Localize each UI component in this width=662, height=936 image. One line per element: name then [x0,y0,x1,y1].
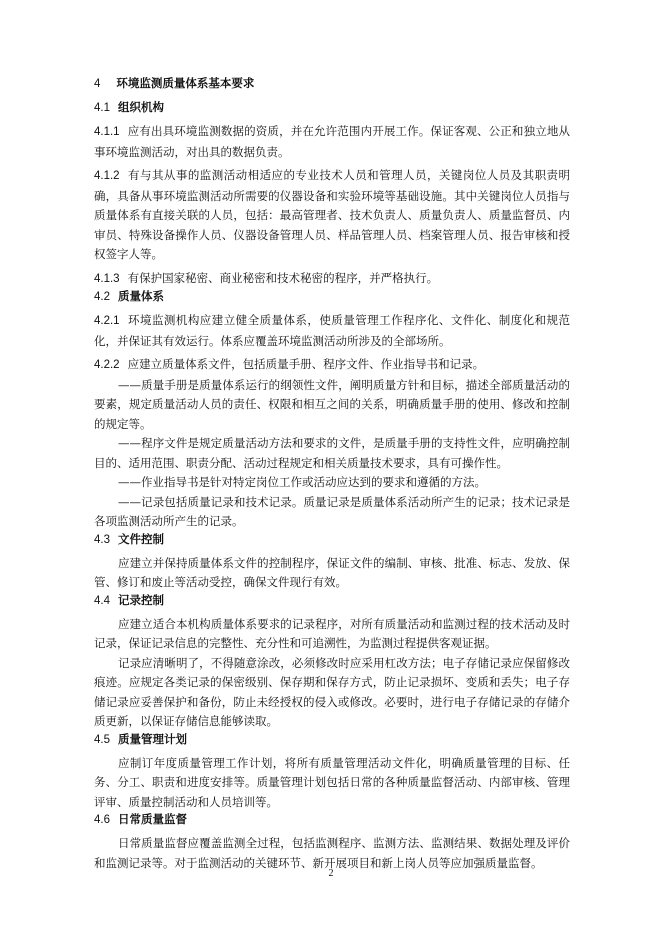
records-paragraph: ——记录包括质量记录和技术记录。质量记录是质量体系活动所产生的记录；技术记录是各项监测活动所产生的记录。 [94,494,570,528]
clause-4-1-3 [94,269,570,290]
section-number: 4.1 [94,102,110,114]
procedure-document-paragraph: ——程序文件是规定质量活动方法和要求的文件，是质量手册的支持性文件，应明确控制目的、适用范围、职责分配、活动过程规定和相关质量技术要求，具有可操作性。 [94,436,570,470]
section-number: 4 [94,78,101,90]
clause-text: 有保护国家秘密、商业秘密和技术秘密的程序，并严格执行。 [127,270,439,285]
section-heading-4-2 [94,289,570,305]
section-number: 4.2 [94,291,110,303]
clause-number: 4.2.1 [94,315,120,327]
clause-4-2-2 [94,355,570,376]
section-number: 4.5 [94,733,110,746]
section-title: 质量体系 [118,289,164,303]
document-body [94,76,570,873]
clause-4-1-1 [94,122,570,162]
clause-number: 4.1.3 [94,272,120,285]
clause-number: 4.1.1 [94,126,120,138]
document-control-paragraph: 应建立并保持质量体系文件的控制程序，保证文件的编制、审核、批准、标志、发放、保管、修订和废止等活动受控，确保文件现行有效。 [94,555,570,589]
clause-text: 应有出具环境监测数据的资质，并在允许范围内开展工作。保证客观、公正和独立地从事环境监测活动，对出具的数据负责。 [94,124,570,159]
clause-text: 环境监测机构应建立健全质量体系，使质量管理工作程序化、文件化、制度化和规范化，并保证其有效运行。体系应覆盖环境监测活动所涉及的全部场所。 [94,313,570,348]
section-heading-4-4 [94,593,570,609]
section-title: 环境监测质量体系基本要求 [116,76,255,90]
clause-text: 应建立质量体系文件，包括质量手册、程序文件、作业指导书和记录。 [127,357,485,371]
clause-number: 4.2.2 [94,359,120,371]
section-title: 记录控制 [118,592,164,607]
clause-4-1-2 [94,166,570,265]
clause-text: 有与其从事的监测活动相适应的专业技术人员和管理人员，关键岗位人员及其职责明确，具备从事环境监测活动所需要的仪器设备和实验环境等基础设施。其中关键岗位人员指与质量体系有直接关联的人员，包括：最高管理者、技术负责人、质量负责人、质量监督员、内审员、特殊设备操作人员、仪器设备管理人员、样品管理人员、档案管理人员、报告审核和授权签字人等。 [94,168,570,261]
section-heading-4-3 [94,532,570,548]
section-heading-4-6 [94,812,570,828]
section-title: 文件控制 [118,531,164,546]
page-number: 2 [328,868,334,879]
section-heading-4-5 [94,732,570,748]
quality-plan-paragraph: 应制订年度质量管理工作计划，将所有质量管理活动文件化，明确质量管理的目标、任务、分工、职责和进度安排等。质量管理计划包括日常的各种质量监督活动、内部审核、管理评审、质量控制活动和人员培训等。 [94,755,570,809]
record-control-paragraph-2: 记录应清晰明了，不得随意涂改，必须修改时应采用杠改方法；电子存储记录应保留修改痕迹。应规定各类记录的保密级别、保存期和保存方式，防止记录损坏、变质和丢失；电子存储记录应妥善保护和备份，防止未经授权的侵入或修改。必要时，进行电子存储记录的存储介质更新，以保证存储信息能够读取。 [94,655,570,728]
section-heading-4-1 [94,100,570,116]
section-title: 日常质量监督 [118,812,187,826]
clause-number: 4.1.2 [94,170,120,182]
quality-manual-paragraph: ——质量手册是质量体系运行的纲领性文件，阐明质量方针和目标，描述全部质量活动的要素，规定质量活动人员的责任、权限和相互之间的关系，明确质量手册的使用、修改和控制的规定等。 [94,377,570,431]
section-title: 组织机构 [118,100,164,114]
section-number: 4.3 [94,533,110,546]
section-heading-4 [94,76,570,92]
section-number: 4.4 [94,594,110,607]
daily-supervision-paragraph: 日常质量监督应覆盖监测全过程，包括监测程序、监测方法、监测结果、数据处理及评价和监测记录等。对于监测活动的关键环节、新开展项目和新上岗人员等应加强质量监督。 [94,836,570,870]
work-instruction-paragraph: ——作业指导书是针对特定岗位工作或活动应达到的要求和遵循的方法。 [118,475,486,489]
clause-4-2-1 [94,311,570,351]
section-number: 4.6 [94,814,110,826]
record-control-paragraph-1: 应建立适合本机构质量体系要求的记录程序，对所有质量活动和监测过程的技术活动及时记录，保证记录信息的完整性、充分性和可追溯性，为监测过程提供客观证据。 [94,616,570,650]
section-title: 质量管理计划 [118,731,187,746]
